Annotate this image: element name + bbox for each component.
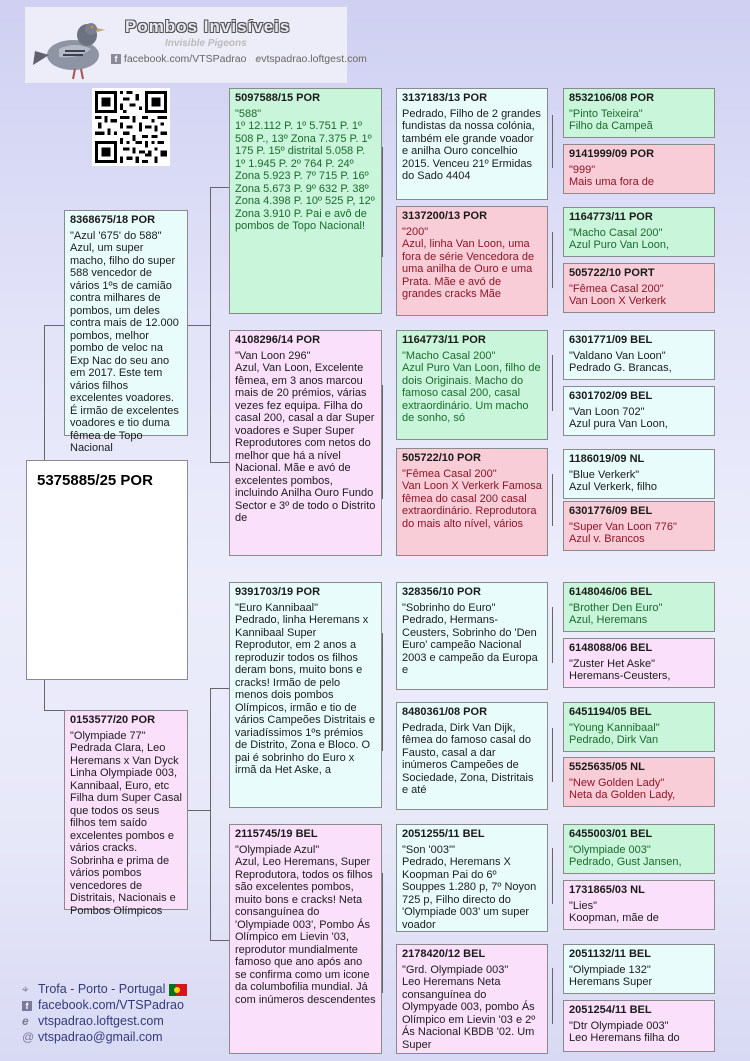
connector-line <box>188 810 210 811</box>
sire-id: 8368675/18 POR <box>70 214 156 226</box>
subject-id: 5375885/25 POR <box>37 472 153 489</box>
pigeon-description: "Van Loon 296" Azul, Van Loon, Excelente fêmea, em 3 anos marcou mais de 20 prémios, várias vezes fez equipa. Filha do casal 200, casal a dar Super voadores e Super Super Reprodutores com netos do melhor que há a nível Nacional. Mãe e avó de excelentes pombos, incluindo Anilha Ouro Fundo Sector e 3º de todo o Distrito de <box>235 349 376 524</box>
pedigree-box-gen3 <box>396 702 548 810</box>
e-icon: e <box>255 53 262 65</box>
pigeon-description: "Fêmea Casal 200" Van Loon X Verkerk Famosa fêmea do casal 200 casal extraordinário. Reprodutora do mais alto nível, vários <box>402 467 542 530</box>
pedigree-box-gen2 <box>229 88 382 314</box>
connector-line <box>210 940 229 941</box>
connector-line <box>552 607 553 663</box>
pigeon-description: "Blue Verkerk" Azul Verkerk, filho <box>569 468 658 493</box>
web-icon: e <box>22 1014 29 1028</box>
pigeon-description: "Grd. Olympiade 003" Leo Heremans Neta consanguínea do Olympyade 003, pombo Ás Olímpico em Lievin '03 e 2º Ás Nacional KBDB '02. Um Super <box>402 963 536 1051</box>
pigeon-id: 6301776/09 BEL <box>569 505 653 517</box>
pigeon-id: 2115745/19 BEL <box>235 828 318 840</box>
pedigree-box-gen3 <box>396 206 548 316</box>
banner-facebook[interactable]: facebook.com/VTSPadrao <box>123 53 247 65</box>
pedigree-box-gen2 <box>229 330 382 556</box>
pigeon-id: 2051255/11 BEL <box>402 828 485 840</box>
connector-line <box>210 688 229 689</box>
pigeon-id: 328356/10 POR <box>402 586 481 598</box>
contact-location <box>22 982 187 997</box>
dam-box <box>64 710 188 917</box>
connector-line <box>210 187 229 188</box>
connector-line <box>552 232 553 288</box>
pedigree-box-gen4 <box>563 144 715 194</box>
connector-line <box>210 462 229 463</box>
pigeon-description: "Son '003'" Pedrado, Heremans X Koopman Pai do 6º Souppes 1.280 p, 7º Noyon 725 p, Filho directo do 'Olympiade 003' um super voador <box>402 843 537 931</box>
pigeon-description: "Lies" Koopman, mãe de <box>569 899 659 924</box>
pigeon-description: "Macho Casal 200" Azul Puro Van Loon, filho de dois Originais. Macho do famoso casal 200, casal extraordinário. Um macho de sonho, só <box>402 349 541 424</box>
pigeon-description: "Olympiade Azul" Azul, Leo Heremans, Super Reprodutora, todos os filhos são excelentes pombos, muito bons e cracks! Neta consanguínea do 'Olympiade 003', Pombo Ás Olímpico em Lievin '03, reprodutor mundialmente famoso que ano após ano se confirma como um icone da columbofilia mundial. Já com inúmeros descendentes <box>235 843 376 1006</box>
pigeon-description: "588" 1º 12.112 P. 1º 5.751 P. 1º 508 P., 13º Zona 7.375 P. 1º 175 P. 15º distrital 5.058 P. 1º 1.945 P. 2º 764 P. 24º Zona 5.923 P. 7º 715 P. 16º Zona 5.673 P. 9º 632 P. 38º Zona 4.398 P. 10º 525 P, 12º Zona 3.910 P. Pai e avô de pombos de Topo Nacional! <box>235 107 375 232</box>
pigeon-description: "Dtr Olympiade 003" Leo Heremans filha do <box>569 1019 680 1044</box>
qr-code-icon <box>92 88 170 166</box>
pigeon-id: 505722/10 POR <box>402 452 481 464</box>
pigeon-id: 8480361/08 POR <box>402 706 488 718</box>
pigeon-id: 9141999/09 POR <box>569 148 655 160</box>
pigeon-description: "Brother Den Euro" Azul, Heremans <box>569 601 663 626</box>
pigeon-id: 3137200/13 POR <box>402 210 488 222</box>
contact-location-text: Trofa - Porto - Portugal <box>38 982 166 996</box>
connector-line <box>382 633 383 751</box>
pigeon-id: 2051132/11 BEL <box>569 948 651 960</box>
pigeon-id: 5097588/15 POR <box>235 92 321 104</box>
at-icon: @ <box>22 1030 35 1044</box>
pigeon-description: "Super Van Loon 776" Azul v. Brancos <box>569 520 677 545</box>
pedigree-box-gen4 <box>563 1000 715 1052</box>
pigeon-id: 9391703/19 POR <box>235 586 321 598</box>
pedigree-box-gen4 <box>563 944 715 994</box>
pigeon-description: "Olympiade 132" Heremans Super <box>569 963 653 988</box>
banner-site[interactable]: vtspadrao.loftgest.com <box>261 53 367 65</box>
pedigree-box-gen3 <box>396 448 548 556</box>
connector-line <box>552 474 553 526</box>
dam-id: 0153577/20 POR <box>70 714 156 726</box>
pigeon-id: 2051254/11 BEL <box>569 1004 652 1016</box>
banner-contacts <box>111 53 367 65</box>
pedigree-box-gen3 <box>396 824 548 932</box>
connector-line <box>552 728 553 782</box>
pedigree-box-gen4 <box>563 880 715 930</box>
facebook-icon: f <box>22 998 38 1012</box>
pigeon-logo-icon <box>31 11 111 83</box>
connector-line <box>382 873 383 993</box>
pedigree-box-gen4 <box>563 757 715 807</box>
location-pin-icon: ⌖ <box>22 982 29 996</box>
pedigree-box-gen4 <box>563 330 715 380</box>
pigeon-id: 8532106/08 POR <box>569 92 655 104</box>
pigeon-id: 6148046/06 BEL <box>569 586 653 598</box>
pigeon-description: "Pinto Teixeira" Filho da Campeã <box>569 107 653 132</box>
connector-line <box>552 355 553 411</box>
pedigree-box-gen2 <box>229 582 382 808</box>
contact-email[interactable] <box>22 1030 163 1044</box>
contact-web-text[interactable]: vtspadrao.loftgest.com <box>38 1014 164 1028</box>
pigeon-description: Pedrada, Dirk Van Dijk, fêmea do famoso casal do Fausto, casal a dar inúmeros Campeões de Sociedade, Zona, Distritais e até <box>402 721 534 796</box>
connector-line <box>44 325 64 326</box>
banner <box>24 6 367 84</box>
pigeon-id: 1186019/09 NL <box>569 453 645 465</box>
portugal-flag-icon <box>169 984 187 996</box>
pigeon-description: "Olympiade 003" Pedrado, Gust Jansen, <box>569 843 682 868</box>
pigeon-description: "Euro Kannibaal" Pedrado, linha Heremans x Kannibaal Super Reprodutor, em 2 anos a reproduzir todos os filhos deram bons, muito bons e cracks! Irmão de pelo menos dois pombos Olímpicos, irmão e tio de vários Campeões Distritais e variadíssimos 1ºs prémios de Distrito, Zona e Bloco. O pai é sobrinho do Euro x irmã da Het Aske, a <box>235 601 375 776</box>
contact-email-text[interactable]: vtspadrao@gmail.com <box>38 1030 163 1044</box>
banner-subtitle: Invisible Pigeons <box>165 38 247 49</box>
pigeon-id: 3137183/13 POR <box>402 92 488 104</box>
pedigree-box-gen4 <box>563 207 715 257</box>
pedigree-box-gen4 <box>563 501 715 551</box>
pedigree-box-gen3 <box>396 944 548 1054</box>
pedigree-box-gen4 <box>563 88 715 138</box>
pedigree-box-gen4 <box>563 449 715 499</box>
facebook-icon: f <box>111 54 121 64</box>
pedigree-box-gen4 <box>563 263 715 313</box>
pedigree-box-gen2 <box>229 824 382 1054</box>
pigeon-id: 6455003/01 BEL <box>569 828 653 840</box>
contact-web[interactable] <box>22 1014 164 1028</box>
connector-line <box>552 968 553 1024</box>
connector-line <box>552 848 553 904</box>
pigeon-id: 505722/10 PORT <box>569 267 655 279</box>
contact-facebook-text[interactable]: facebook.com/VTSPadrao <box>38 998 184 1012</box>
pigeon-description: "Macho Casal 200" Azul Puro Van Loon, <box>569 226 670 251</box>
pedigree-box-gen4 <box>563 824 715 874</box>
connector-line <box>44 710 64 711</box>
pigeon-description: "Sobrinho do Euro" Pedrado, Hermans-Ceusters, Sobrinho do 'Den Euro' campeão Nacional 2003 e campeão da Europa e <box>402 601 538 676</box>
pigeon-id: 2178420/12 BEL <box>402 948 486 960</box>
pedigree-box-gen3 <box>396 88 548 200</box>
pigeon-id: 1164773/11 POR <box>402 334 486 346</box>
connector-line <box>210 187 211 462</box>
pigeon-description: "200" Azul, linha Van Loon, uma fora de série Vencedora de uma anilha de Ouro e uma Prata. Mãe e avó de grandes cracks Mãe <box>402 225 535 300</box>
connector-line <box>382 147 383 257</box>
dam-description: "Olympiade 77" Pedrada Clara, Leo Heremans x Van Dyck Linha Olympiade 003, Kannibaal, Euro, etc Filha dum Super Casal que todos os seus filhos tem saído excelentes pombos e vários cracks. Sobrinha e prima de vários pombos vencedores de Distritais, Nacionais e Pombos Olímpicos <box>70 729 182 917</box>
pedigree-box-gen4 <box>563 386 715 436</box>
sire-box <box>64 210 188 454</box>
pigeon-description: "Valdano Van Loon" Pedrado G. Brancas, <box>569 349 672 374</box>
pedigree-box-gen4 <box>563 582 715 632</box>
pigeon-id: 4108296/14 POR <box>235 334 321 346</box>
pigeon-id: 1731865/03 NL <box>569 884 645 896</box>
banner-title: Pombos Invisíveis <box>125 17 291 36</box>
pigeon-id: 5525635/05 NL <box>569 761 645 773</box>
connector-line <box>188 325 210 326</box>
pedigree-box-gen3 <box>396 582 548 690</box>
pigeon-id: 6451194/05 BEL <box>569 706 652 718</box>
sire-description: "Azul '675' do 588" Azul, um super macho, filho do super 588 vencedor de vários 1ºs de camião contra milhares de pombos, um deles contra mais de 12.000 pombos, melhor pombo de veloc na Exp Nac do seu ano em 2017. Este tem vários filhos excelentes voadores. É irmão de excelentes voadores e tio duma fêmea de Topo Nacional <box>70 229 179 454</box>
pigeon-id: 6148088/06 BEL <box>569 642 653 654</box>
connector-line <box>210 688 211 940</box>
pigeon-description: "Young Kannibaal" Pedrado, Dirk Van <box>569 721 660 746</box>
pigeon-description: Pedrado, Filho de 2 grandes fundistas da nossa colónia, também ele grande voador e anilha Ouro concelhio 2015. Venceu 21º Ermidas do Sado 4404 <box>402 107 541 182</box>
contact-facebook[interactable] <box>22 998 184 1012</box>
pigeon-description: "999" Mais uma fora de <box>569 163 654 188</box>
connector-line <box>552 115 553 168</box>
pigeon-description: "Fêmea Casal 200" Van Loon X Verkerk <box>569 282 667 307</box>
pedigree-box-gen4 <box>563 638 715 688</box>
pigeon-description: "New Golden Lady" Neta da Golden Lady, <box>569 776 676 801</box>
pigeon-id: 1164773/11 POR <box>569 211 653 223</box>
subject-box <box>26 460 188 680</box>
pedigree-box-gen3 <box>396 330 548 440</box>
connector-line <box>382 385 383 499</box>
pigeon-description: "Zuster Het Aske" Heremans-Ceusters, <box>569 657 671 682</box>
pigeon-id: 6301771/09 BEL <box>569 334 653 346</box>
pedigree-box-gen4 <box>563 702 715 752</box>
pigeon-id: 6301702/09 BEL <box>569 390 653 402</box>
pigeon-description: "Van Loon 702" Azul pura Van Loon, <box>569 405 668 430</box>
